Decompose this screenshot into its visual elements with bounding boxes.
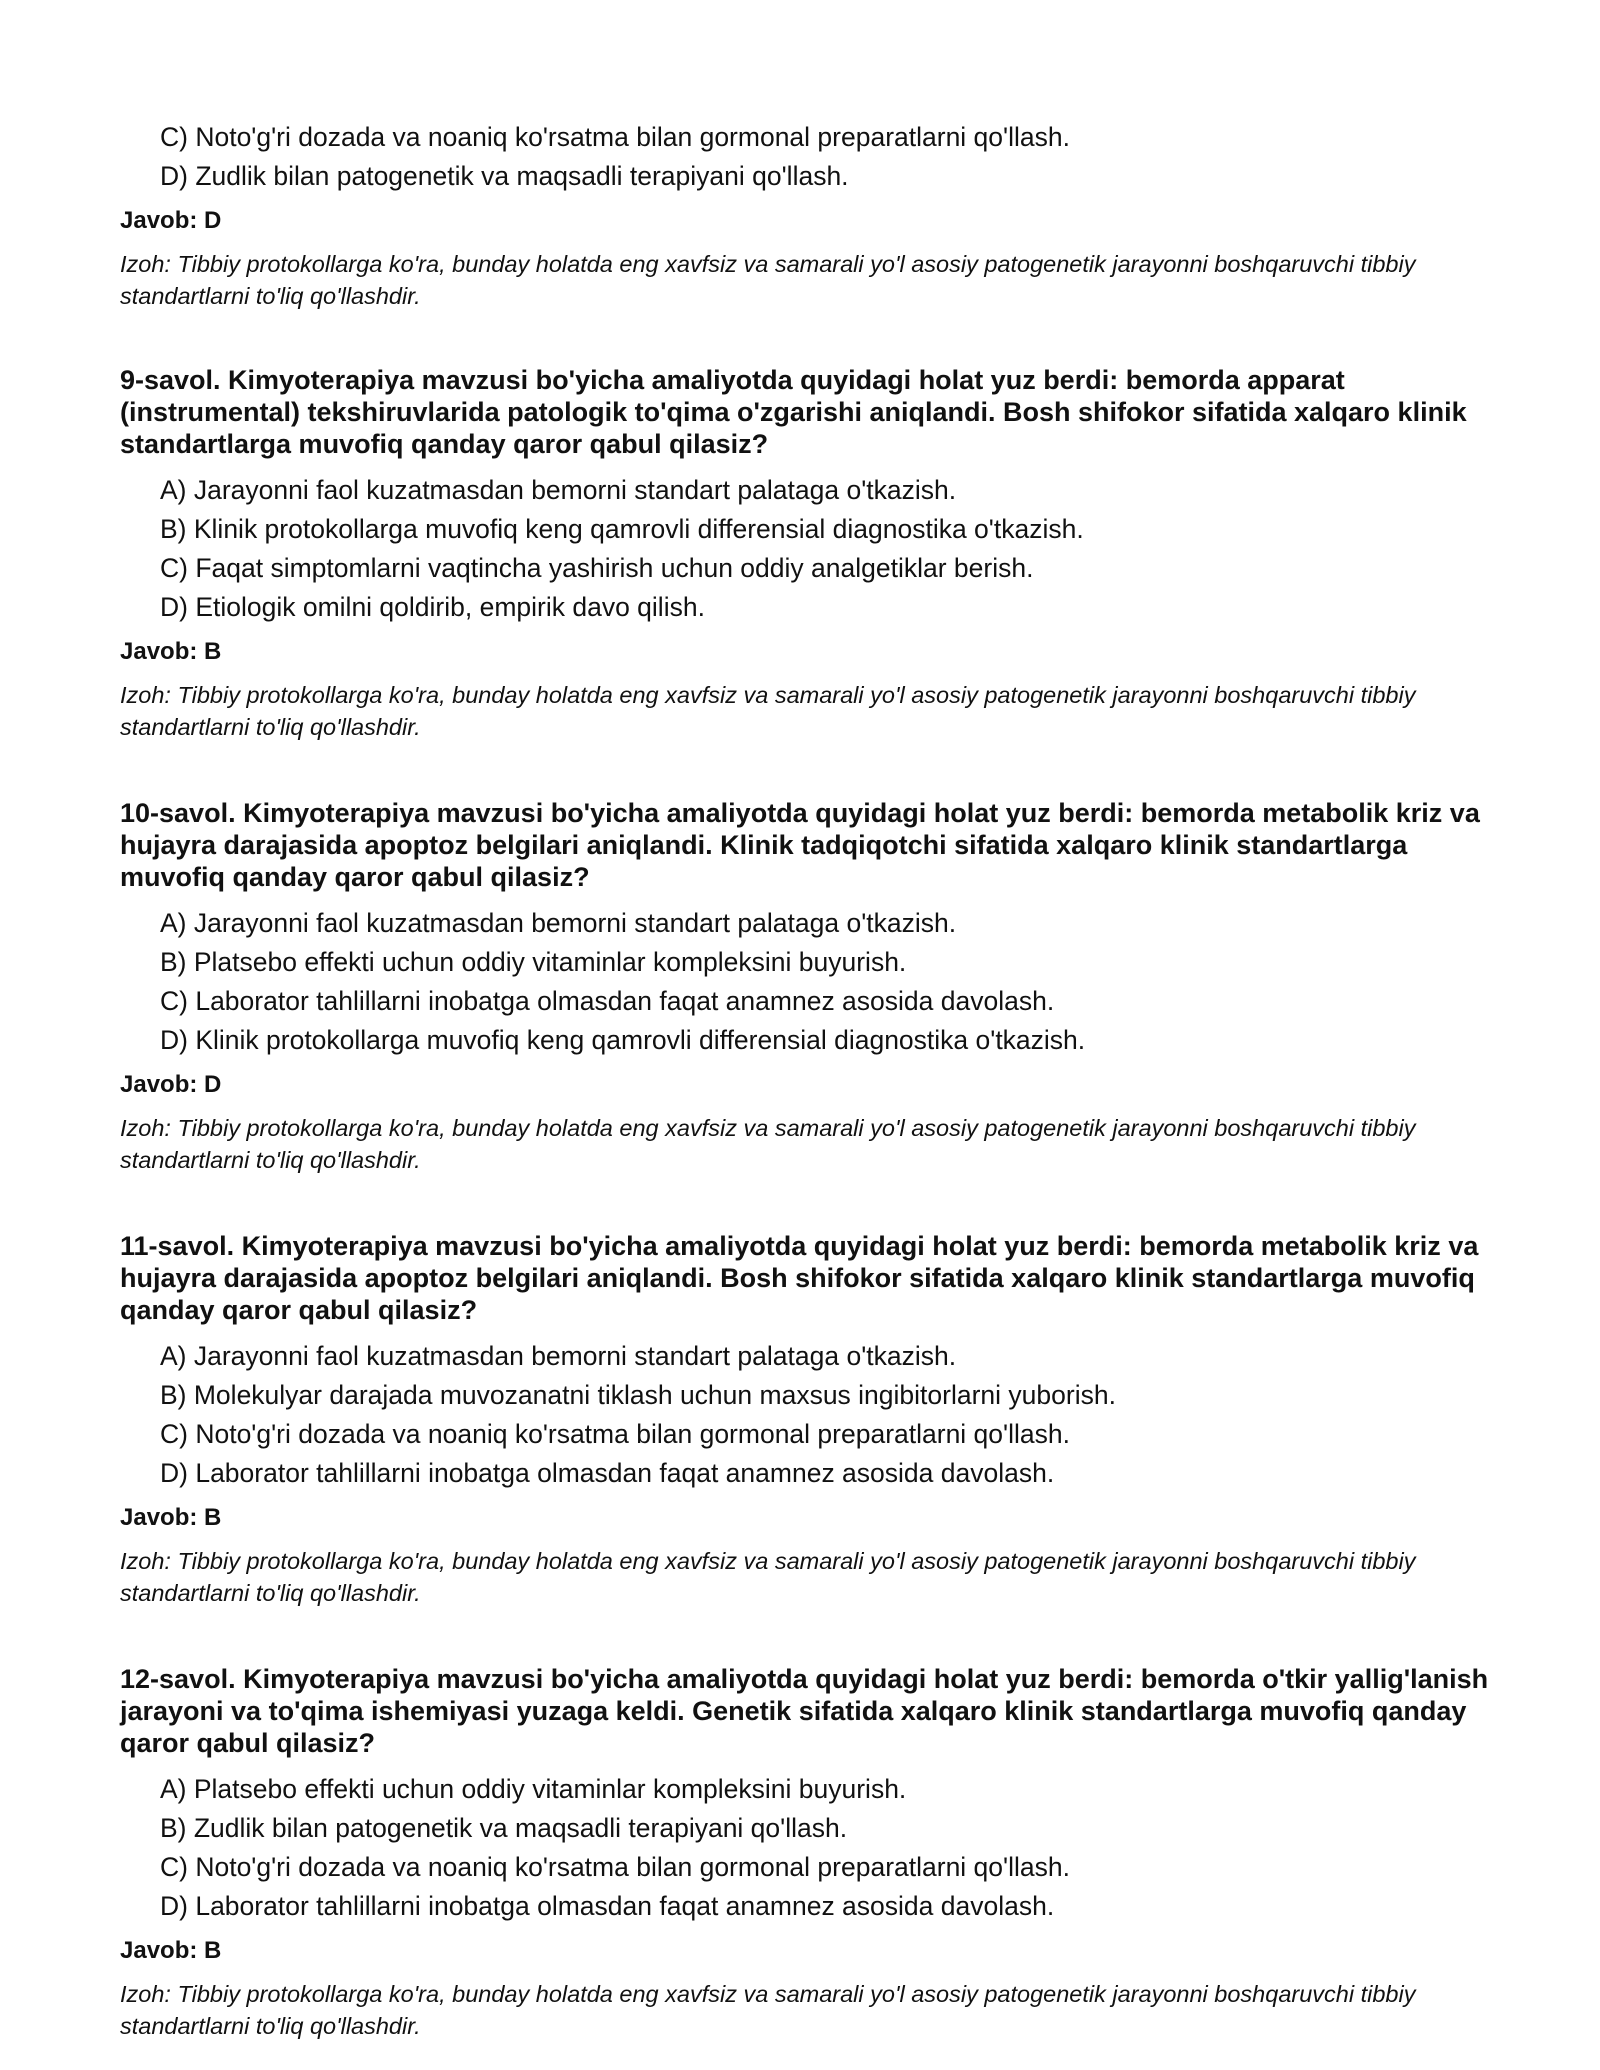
question-12 (120, 1663, 1490, 2042)
explanation-note: Izoh: Tibbiy protokollarga ko'ra, bunday holatda eng xavfsiz va samarali yo'l asosiy patogenetik jarayonni boshqaruvchi tibbiy standartlarni to'liq qo'llashdir. (120, 251, 1416, 309)
previous-question-continuation (120, 118, 1490, 312)
question-title: 12-savol. Kimyoterapiya mavzusi bo'yicha amaliyotda quyidagi holat yuz berdi: bemorda o'tkir yallig'lanish jarayoni va to'qima ishemiyasi yuzaga keldi. Genetik sifatida xalqaro klinik standartlarga muvofiq qanday qaror qabul qilasiz? (120, 1664, 1489, 1758)
option-d: D) Zudlik bilan patogenetik va maqsadli terapiyani qo'llash. (160, 161, 849, 191)
option-b: B) Klinik protokollarga muvofiq keng qamrovli differensial diagnostika o'tkazish. (160, 514, 1084, 544)
question-11 (120, 1230, 1490, 1609)
option-a: A) Jarayonni faol kuzatmasdan bemorni standart palataga o'tkazish. (160, 475, 957, 505)
question-9 (120, 364, 1490, 743)
question-10 (120, 797, 1490, 1176)
option-c: C) Laborator tahlillarni inobatga olmasdan faqat anamnez asosida davolash. (160, 986, 1055, 1016)
question-title: 10-savol. Kimyoterapiya mavzusi bo'yicha amaliyotda quyidagi holat yuz berdi: bemorda metabolik kriz va hujayra darajasida apoptoz belgilari aniqlandi. Klinik tadqiqotchi sifatida xalqaro klinik standartlarga muvofiq qanday qaror qabul qilasiz? (120, 798, 1480, 892)
explanation-note: Izoh: Tibbiy protokollarga ko'ra, bunday holatda eng xavfsiz va samarali yo'l asosiy patogenetik jarayonni boshqaruvchi tibbiy standartlarni to'liq qo'llashdir. (120, 682, 1416, 740)
answer-label: Javob: D (120, 207, 222, 234)
answer-label: Javob: D (120, 1071, 222, 1098)
option-b: B) Molekulyar darajada muvozanatni tiklash uchun maxsus ingibitorlarni yuborish. (160, 1380, 1116, 1410)
option-d: D) Laborator tahlillarni inobatga olmasdan faqat anamnez asosida davolash. (160, 1891, 1055, 1921)
option-b: B) Platsebo effekti uchun oddiy vitaminlar kompleksini buyurish. (160, 947, 907, 977)
explanation-note: Izoh: Tibbiy protokollarga ko'ra, bunday holatda eng xavfsiz va samarali yo'l asosiy patogenetik jarayonni boshqaruvchi tibbiy standartlarni to'liq qo'llashdir. (120, 1115, 1416, 1173)
answer-label: Javob: B (120, 638, 222, 665)
option-a: A) Platsebo effekti uchun oddiy vitaminlar kompleksini buyurish. (160, 1774, 907, 1804)
option-d: D) Klinik protokollarga muvofiq keng qamrovli differensial diagnostika o'tkazish. (160, 1025, 1086, 1055)
explanation-note: Izoh: Tibbiy protokollarga ko'ra, bunday holatda eng xavfsiz va samarali yo'l asosiy patogenetik jarayonni boshqaruvchi tibbiy standartlarni to'liq qo'llashdir. (120, 1981, 1416, 2039)
option-a: A) Jarayonni faol kuzatmasdan bemorni standart palataga o'tkazish. (160, 908, 957, 938)
question-title: 9-savol. Kimyoterapiya mavzusi bo'yicha amaliyotda quyidagi holat yuz berdi: bemorda apparat (instrumental) tekshiruvlarida patologik to'qima o'zgarishi aniqlandi. Bosh shifokor sifatida xalqaro klinik standartlarga muvofiq qanday qaror qabul qilasiz? (120, 365, 1467, 459)
option-b: B) Zudlik bilan patogenetik va maqsadli terapiyani qo'llash. (160, 1813, 848, 1843)
option-c: C) Noto'g'ri dozada va noaniq ko'rsatma bilan gormonal preparatlarni qo'llash. (160, 1852, 1070, 1882)
option-d: D) Etiologik omilni qoldirib, empirik davo qilish. (160, 592, 705, 622)
document-page (120, 118, 1490, 2042)
answer-label: Javob: B (120, 1504, 222, 1531)
option-c: C) Faqat simptomlarni vaqtincha yashirish uchun oddiy analgetiklar berish. (160, 553, 1034, 583)
option-a: A) Jarayonni faol kuzatmasdan bemorni standart palataga o'tkazish. (160, 1341, 957, 1371)
question-title: 11-savol. Kimyoterapiya mavzusi bo'yicha amaliyotda quyidagi holat yuz berdi: bemorda metabolik kriz va hujayra darajasida apoptoz belgilari aniqlandi. Bosh shifokor sifatida xalqaro klinik standartlarga muvofiq qanday qaror qabul qilasiz? (120, 1231, 1479, 1325)
answer-label: Javob: B (120, 1937, 222, 1964)
explanation-note: Izoh: Tibbiy protokollarga ko'ra, bunday holatda eng xavfsiz va samarali yo'l asosiy patogenetik jarayonni boshqaruvchi tibbiy standartlarni to'liq qo'llashdir. (120, 1548, 1416, 1606)
option-c: C) Noto'g'ri dozada va noaniq ko'rsatma bilan gormonal preparatlarni qo'llash. (160, 1419, 1070, 1449)
option-c: C) Noto'g'ri dozada va noaniq ko'rsatma bilan gormonal preparatlarni qo'llash. (160, 122, 1070, 152)
option-d: D) Laborator tahlillarni inobatga olmasdan faqat anamnez asosida davolash. (160, 1458, 1055, 1488)
